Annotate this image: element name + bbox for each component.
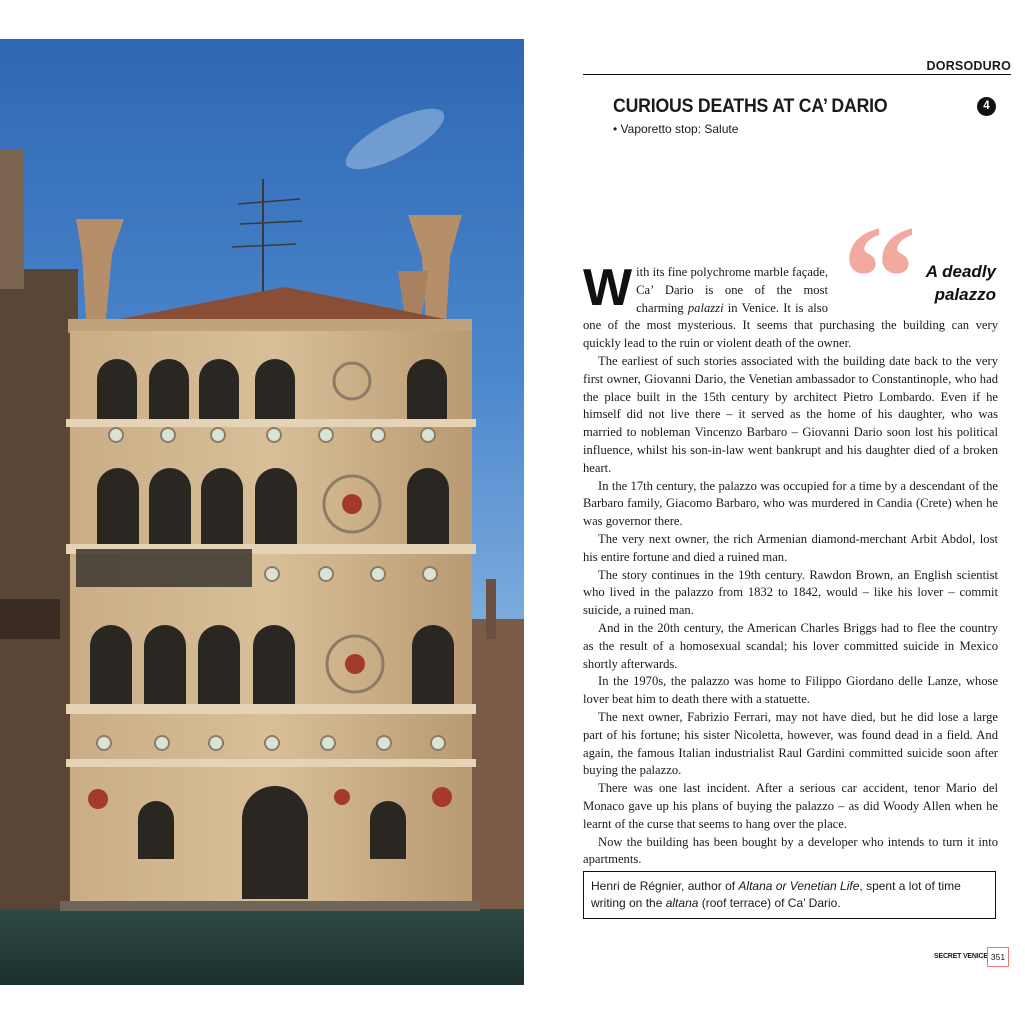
paragraph-7: In the 1970s, the palazzo was home to Filippo Giordano delle Lanze, whose lover beat him to death there with a statuette. (583, 674, 998, 707)
sidebar-note (583, 871, 996, 919)
running-head-rule (583, 74, 1011, 75)
note-term: altana (665, 896, 699, 910)
pull-quote-line-2: palazzo (934, 285, 996, 304)
pull-quote-spacer (828, 264, 998, 314)
note-book-title: Altana or Venetian Life (738, 879, 860, 893)
note-text-b: , spent a lot of time writing on the (591, 879, 961, 910)
drop-cap: W (583, 259, 633, 317)
article-title: CURIOUS DEATHS AT CA’ DARIO (613, 96, 888, 117)
running-head-section: DORSODURO (926, 59, 1011, 73)
page-number: 351 (987, 947, 1009, 967)
ca-dario-facade-illustration (0, 39, 524, 985)
paragraph-4: The very next owner, the rich Armenian diamond-merchant Arbit Abdol, lost his entire fortune and died a ruined man. (583, 531, 998, 564)
article-body (583, 259, 998, 869)
paragraph-2: The earliest of such stories associated with the building date back to the very first owner, Giovanni Dario, the Venetian ambassador to Constantinople, who had the place built in the 15th century by architect Pietro Lombardo. Even if he himself did not live there – it served as the home of his daughter, who was married to nobleman Vincenzo Barbaro – Giovanni Dario soon lost his political influence, whilst his son-in-law went bankrupt and his daughter died of a broken heart. (583, 353, 998, 475)
paragraph-1-text-b: in Venice. It is also one of the most mysterious. It seems that purchasing the building can very quickly lead to the ruin or violent death of the owner. (583, 300, 998, 351)
paragraph-5: The story continues in the 19th century. Rawdon Brown, an English scientist who lived in the palazzo from 1832 to 1842, would – like his lover – commit suicide, a ruined man. (583, 567, 998, 618)
book-title-footer: SECRET VENICE (934, 953, 988, 960)
paragraph-6: And in the 20th century, the American Charles Briggs had to flee the country as the result of a homosexual scandal; his lover committed suicide in Mexico shortly afterwards. (583, 620, 998, 671)
paragraph-10: Now the building has been bought by a developer who intends to turn it into apartments. (583, 834, 998, 867)
palazzo-photo (0, 39, 524, 985)
pull-quote-line-1: A deadly (925, 262, 996, 281)
vaporetto-stop: • Vaporetto stop: Salute (613, 122, 739, 136)
paragraph-9: There was one last incident. After a serious car accident, tenor Mario del Monaco gave up his plans of buying the palazzo – as did Woody Allen when he learnt of the curse that seems to hang over the place. (583, 781, 998, 831)
paragraph-1-emphasis: palazzi (687, 300, 724, 315)
quote-mark-icon: “ (842, 195, 917, 361)
article-number-badge: 4 (977, 97, 996, 116)
paragraph-3: In the 17th century, the palazzo was occupied for a time by a descendant of the Barbaro family, Giacomo Barbaro, who was murdered in Candia (Crete) when he was governor there. (583, 478, 998, 529)
paragraph-1-text-a: ith its fine polychrome marble façade, Ca’ Dario is one of the most charming (636, 265, 828, 315)
note-text-c: (roof terrace) of Ca’ Dario. (698, 896, 841, 910)
paragraph-8: The next owner, Fabrizio Ferrari, may not have died, but he did lose a large part of his fortune; his sister Nicoletta, however, was found dead in a field. And again, the famous Italian industrialist Raul Gardini committed suicide soon after buying the palazzo. (583, 709, 998, 778)
note-text-a: Henri de Régnier, author of (591, 879, 739, 893)
